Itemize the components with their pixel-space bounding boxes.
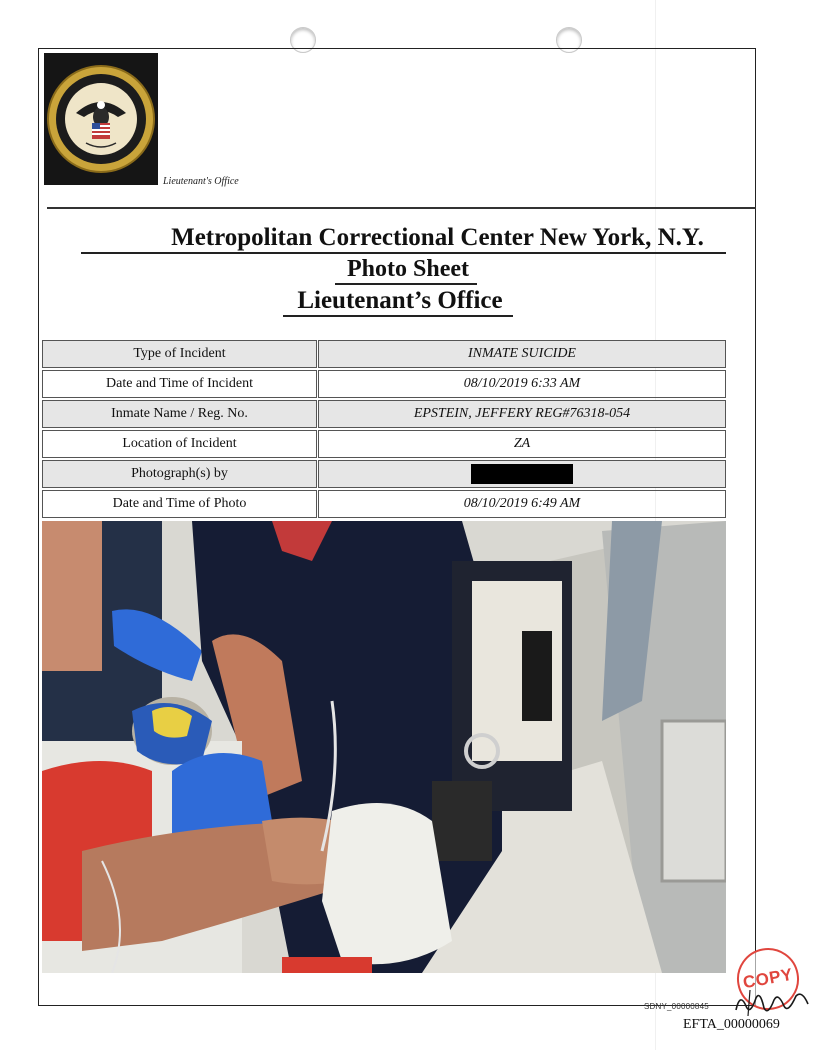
- value-photo-datetime: 08/10/2019 6:49 AM: [318, 490, 726, 518]
- office-caption: Lieutenant's Office: [163, 176, 239, 187]
- seal-emblem-icon: [46, 61, 156, 177]
- row-photo-datetime: [42, 490, 726, 520]
- value-inmate-name: EPSTEIN, JEFFERY REG#76318-054: [318, 400, 726, 428]
- title-sub-underline: [335, 283, 477, 285]
- row-incident-type: [42, 340, 726, 370]
- title-sub: Photo Sheet: [347, 256, 469, 282]
- title-main: Metropolitan Correctional Center New York, N.Y.: [171, 224, 704, 251]
- value-incident-datetime: 08/10/2019 6:33 AM: [318, 370, 726, 398]
- label-incident-location: Location of Incident: [42, 430, 317, 458]
- bates-number-main: EFTA_00000069: [683, 1017, 780, 1032]
- label-incident-datetime: Date and Time of Incident: [42, 370, 317, 398]
- row-inmate-name: [42, 400, 726, 430]
- row-incident-datetime: [42, 370, 726, 400]
- title-office: Lieutenant’s Office: [297, 287, 503, 314]
- label-photo-datetime: Date and Time of Photo: [42, 490, 317, 518]
- redaction-bar: [471, 464, 573, 484]
- handwritten-initials-signature: [730, 986, 814, 1020]
- label-incident-type: Type of Incident: [42, 340, 317, 368]
- value-photographer: [318, 460, 726, 488]
- row-photographer: [42, 460, 726, 490]
- value-incident-type: INMATE SUICIDE: [318, 340, 726, 368]
- row-incident-location: [42, 430, 726, 460]
- label-inmate-name: Inmate Name / Reg. No.: [42, 400, 317, 428]
- value-incident-location: ZA: [318, 430, 726, 458]
- label-photographer: Photograph(s) by: [42, 460, 317, 488]
- header-divider: [47, 207, 756, 209]
- copy-stamp-text: COPY: [741, 964, 795, 993]
- title-main-underline: [81, 252, 726, 254]
- title-office-underline: [283, 315, 513, 317]
- doj-bop-seal: [44, 53, 158, 185]
- bates-number-small: SDNY_00000845: [644, 1002, 709, 1011]
- incident-photograph: [42, 521, 726, 973]
